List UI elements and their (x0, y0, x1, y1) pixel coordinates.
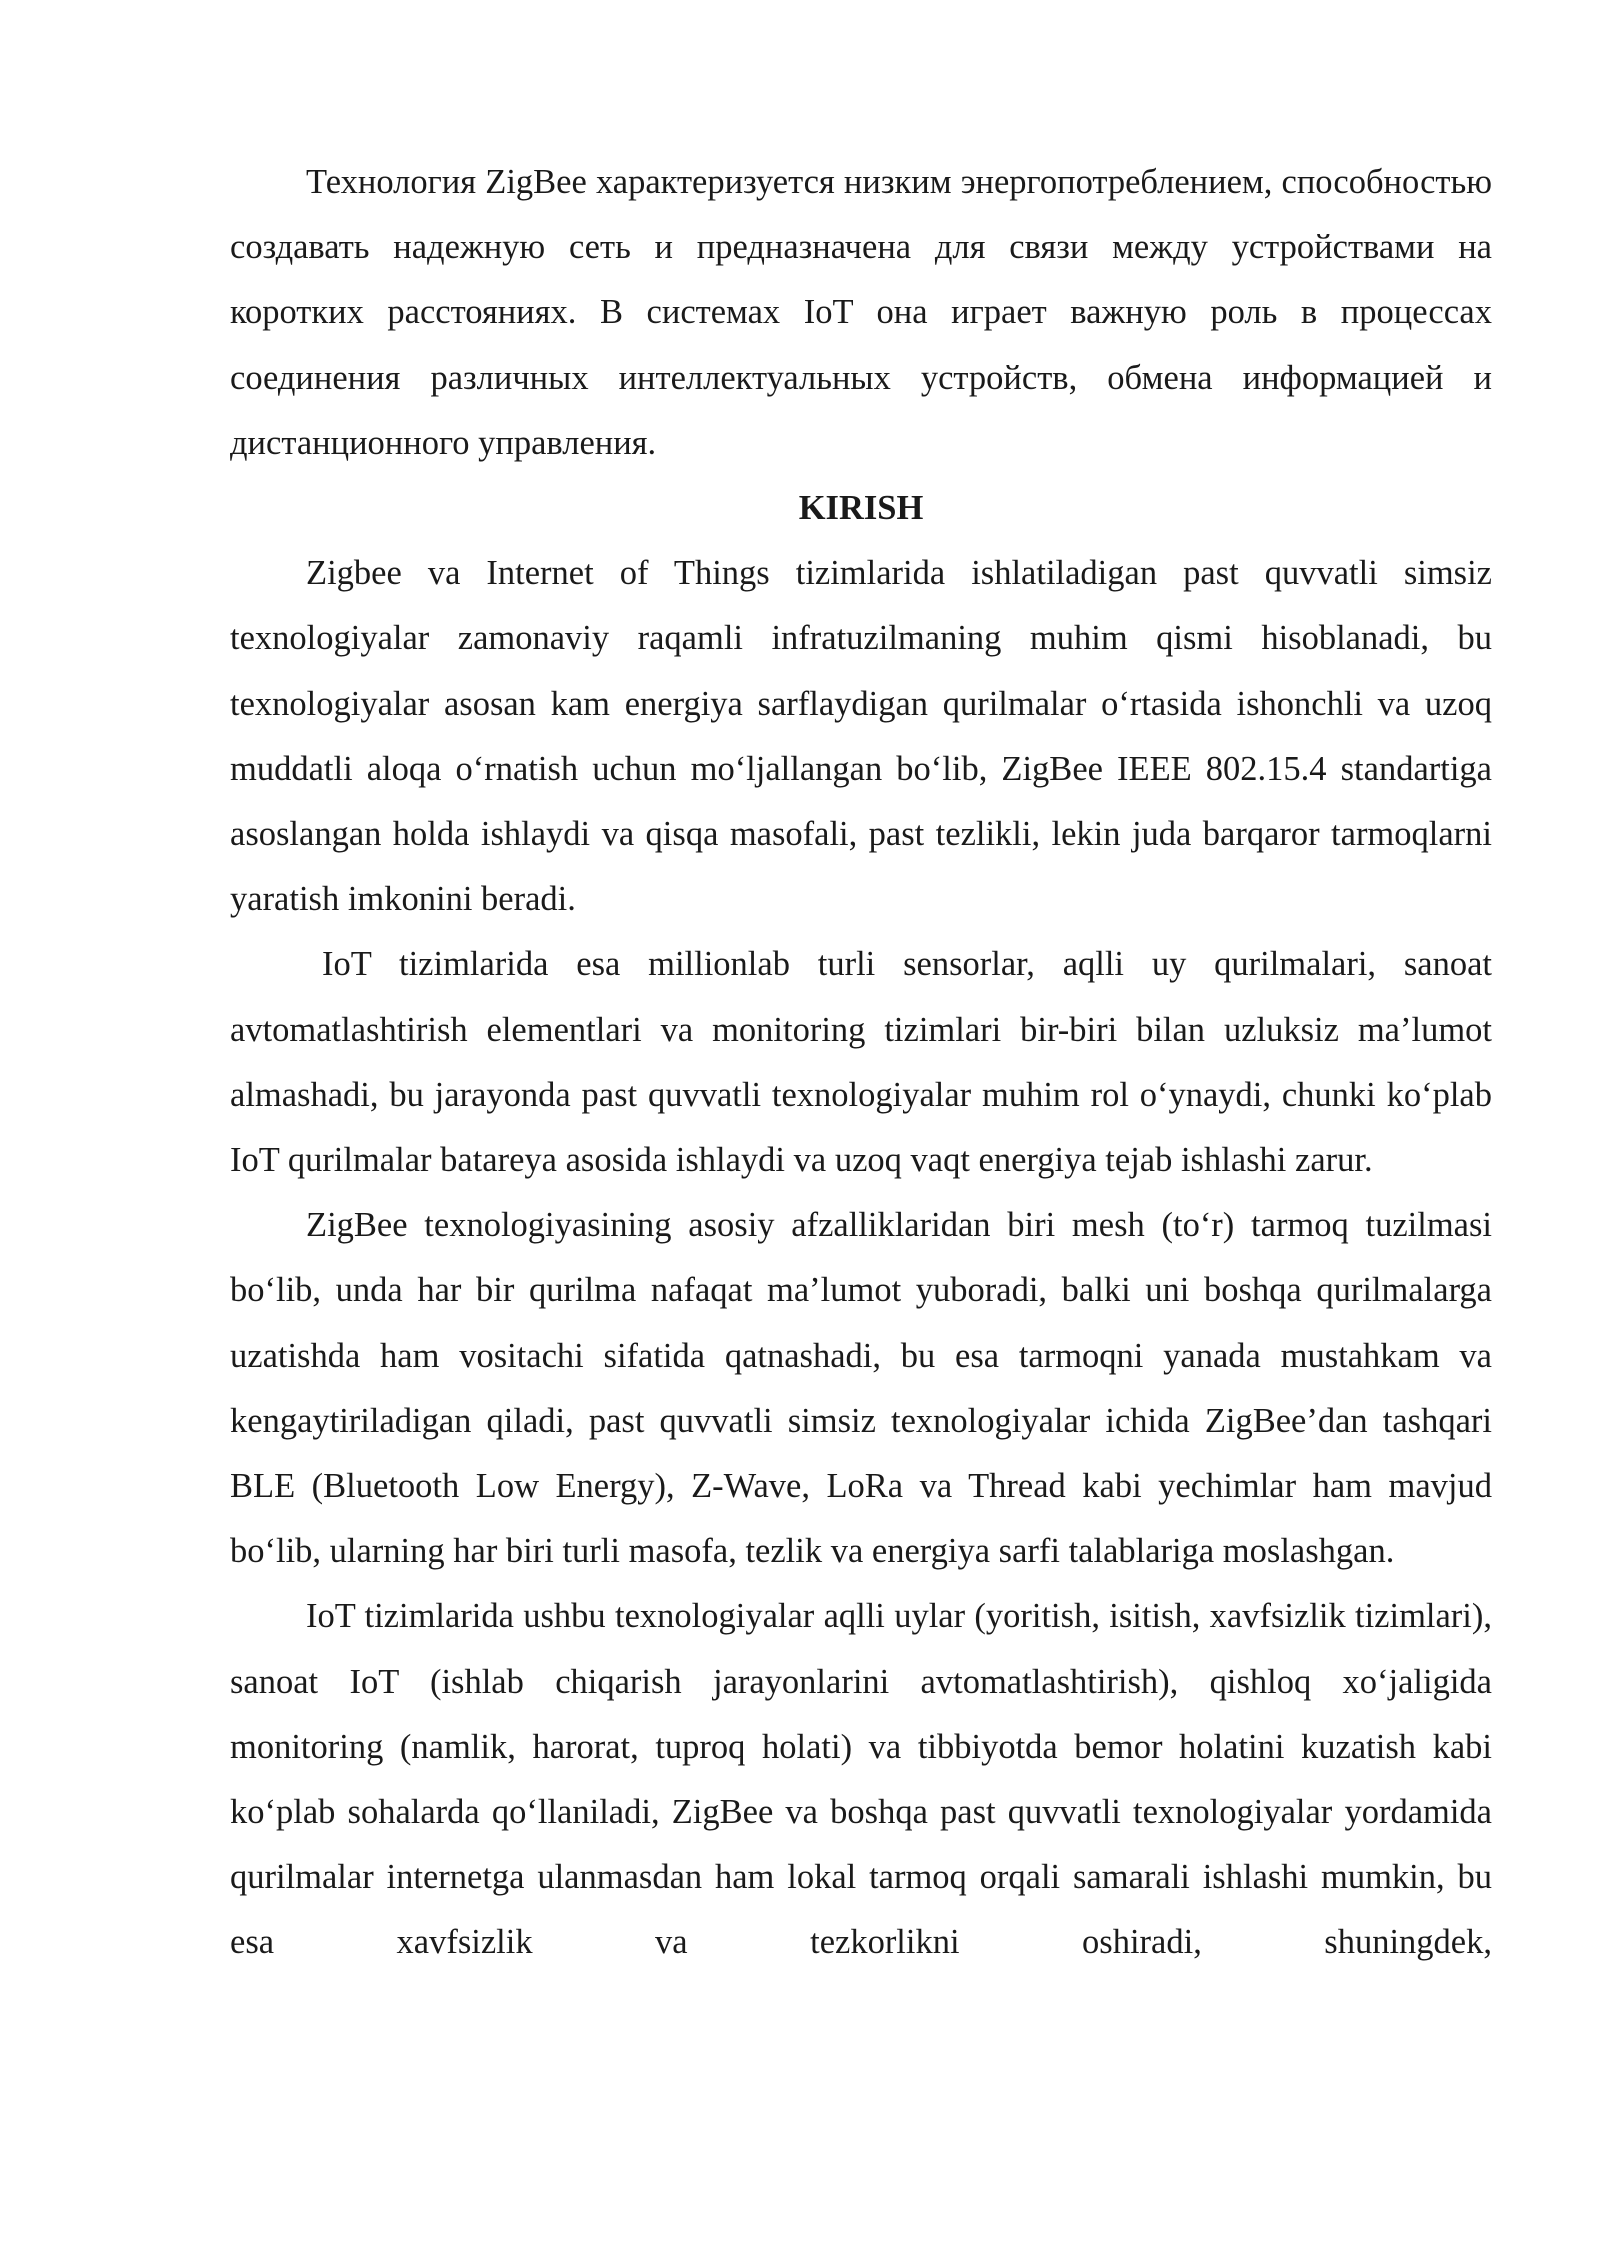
intro-paragraph: Технология ZigBee характеризуется низким энергопотреблением, способностью создавать надежную сеть и предназначена для связи между устройствами на коротких расстояниях. В системах IoT она играет важную роль в процессах соединения различных интеллектуальных устройств, обмена информацией и дистанционного управления. (230, 163, 1492, 462)
section-heading: KIRISH (798, 489, 924, 528)
body-paragraph-4: IoT tizimlarida ushbu texnologiyalar aqlli uylar (yoritish, isitish, xavfsizlik tizimlari), sanoat IoT (ishlab chiqarish jarayonlarini avtomatlashtirish), qishloq xo‘jaligida monitoring (namlik, harorat, tuproq holati) va tibbiyotda bemor holatini kuzatish kabi ko‘plab sohalarda qo‘llaniladi, ZigBee va boshqa past quvvatli texnologiyalar yordamida qurilmalar internetga ulanmasdan ham lokal tarmoq orqali samarali ishlashi mumkin, bu esa xavfsizlik va tezkorlikni oshiradi, shuningdek, (230, 1597, 1492, 1962)
body-paragraph-3: ZigBee texnologiyasining asosiy afzalliklaridan biri mesh (to‘r) tarmoq tuzilmasi bo‘lib, unda har bir qurilma nafaqat ma’lumot yuboradi, balki uni boshqa qurilmalarga uzatishda ham vositachi sifatida qatnashadi, bu esa tarmoqni yanada mustahkam va kengaytiriladigan qiladi, past quvvatli simsiz texnologiyalar ichida ZigBee’dan tashqari BLE (Bluetooth Low Energy), Z-Wave, LoRa va Thread kabi yechimlar ham mavjud bo‘lib, ularning har biri turli masofa, tezlik va energiya sarfi talablariga moslashgan. (230, 1206, 1492, 1571)
document-page (230, 150, 1492, 1976)
body-paragraph-1: Zigbee va Internet of Things tizimlarida ishlatiladigan past quvvatli simsiz texnologiyalar zamonaviy raqamli infratuzilmaning muhim qismi hisoblanadi, bu texnologiyalar asosan kam energiya sarflaydigan qurilmalar o‘rtasida ishonchli va uzoq muddatli aloqa o‘rnatish uchun mo‘ljallangan bo‘lib, ZigBee IEEE 802.15.4 standartiga asoslangan holda ishlaydi va qisqa masofali, past tezlikli, lekin juda barqaror tarmoqlarni yaratish imkonini beradi. (230, 554, 1492, 919)
body-paragraph-2: IoT tizimlarida esa millionlab turli sensorlar, aqlli uy qurilmalari, sanoat avtomatlashtirish elementlari va monitoring tizimlari bir-biri bilan uzluksiz ma’lumot almashadi, bu jarayonda past quvvatli texnologiyalar muhim rol o‘ynaydi, chunki ko‘plab IoT qurilmalar batareya asosida ishlaydi va uzoq vaqt energiya tejab ishlashi zarur. (230, 945, 1492, 1180)
